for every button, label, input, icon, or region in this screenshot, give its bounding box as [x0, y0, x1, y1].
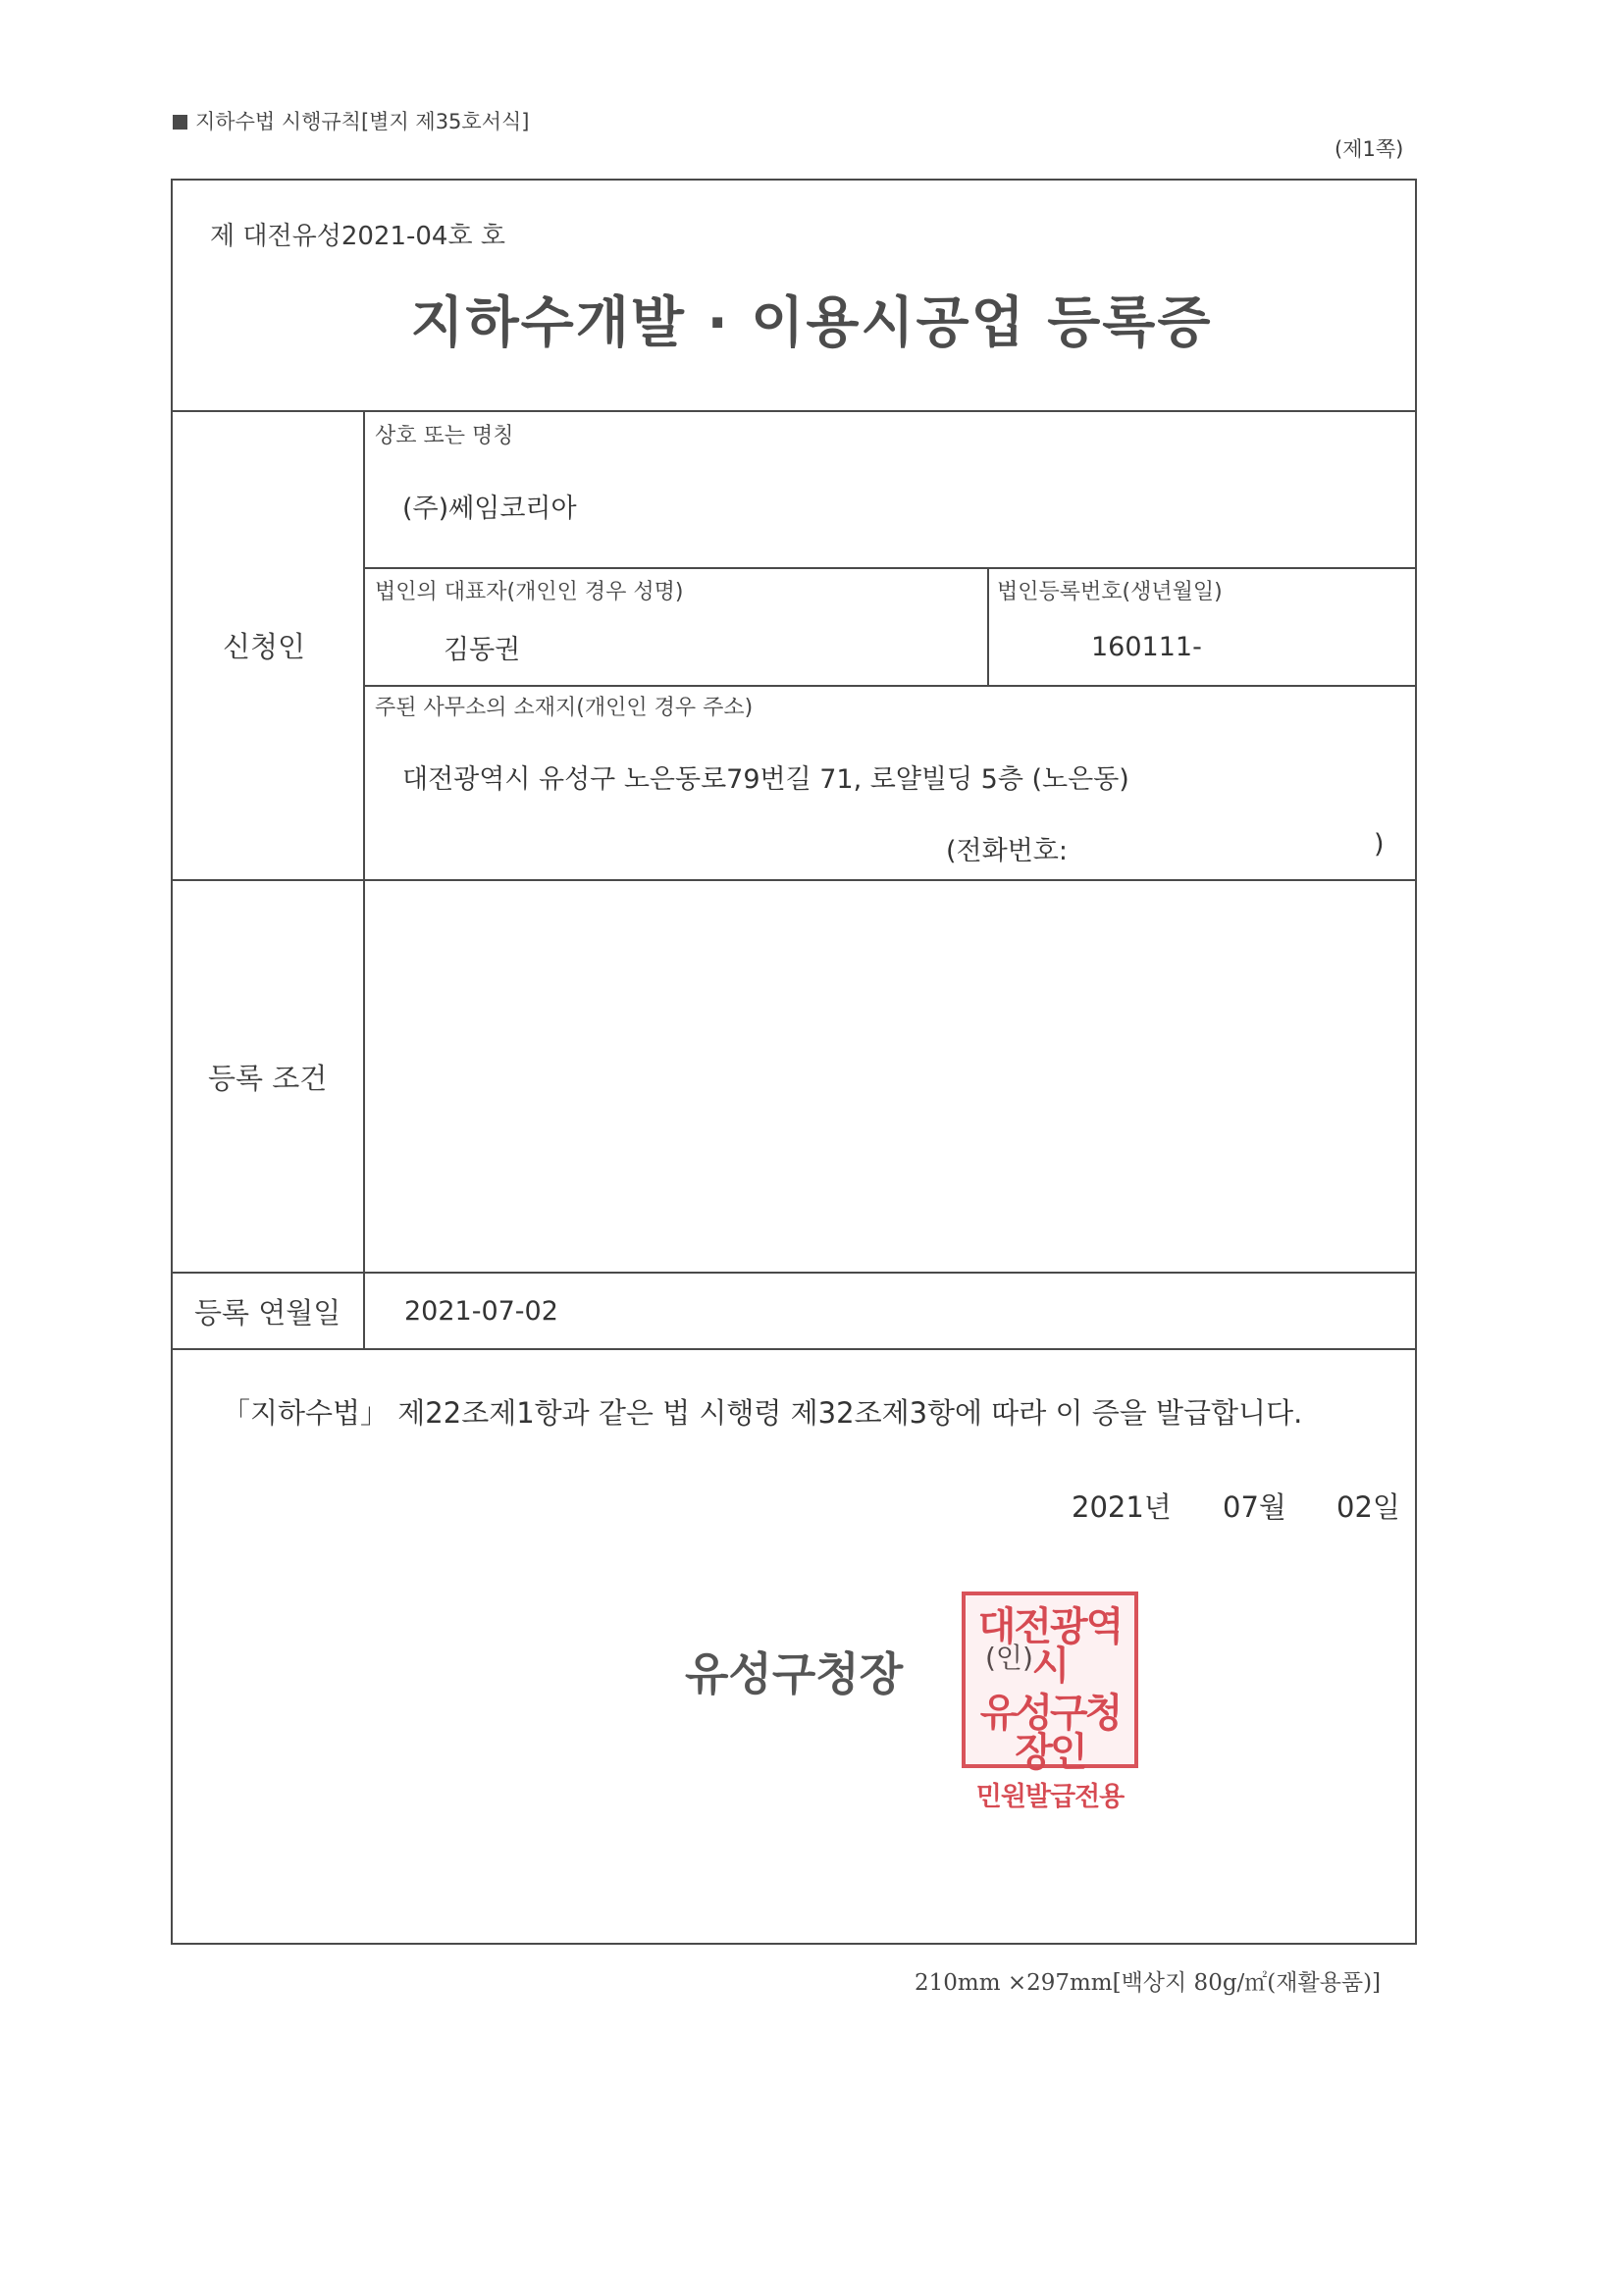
page-label: (제1쪽) — [1335, 137, 1404, 161]
representative-value: 김동권 — [444, 635, 521, 665]
company-name-label: 상호 또는 명칭 — [375, 424, 514, 448]
applicant-section-label: 신청인 — [223, 630, 306, 663]
divider-company — [365, 567, 1417, 569]
issuance-statement: 「지하수법」 제22조제1항과 같은 법 시행령 제32조제3항에 따라 이 증을 발급합니다. — [222, 1396, 1303, 1430]
issue-year: 2021년 — [1072, 1490, 1172, 1524]
registration-date-value: 2021-07-02 — [404, 1296, 558, 1327]
paper-spec: 210mm ×297mm[백상지 80g/㎡(재활용품)] — [915, 1970, 1382, 1996]
form-reference-text: 지하수법 시행규칙[별지 제35호서식] — [195, 110, 530, 133]
official-seal-stamp — [962, 1592, 1138, 1812]
conditions-label: 등록 조건 — [208, 1062, 328, 1095]
divider-conditions — [171, 1272, 1417, 1274]
stamp-line-1: 대전광역시 — [977, 1604, 1123, 1689]
address-label: 주된 사무소의 소재지(개인인 경우 주소) — [375, 696, 754, 720]
page-title: 지하수개발 · 이용시공업 등록증 — [410, 291, 1213, 355]
reg-number-divider — [987, 567, 989, 685]
divider-title — [171, 410, 1417, 412]
form-reference — [173, 106, 529, 135]
label-column-divider — [363, 410, 365, 1348]
stamp-line-3: 민원발급전용 — [975, 1782, 1125, 1812]
issuer-name: 유성구청장 — [685, 1647, 904, 1700]
divider-representative — [365, 685, 1417, 687]
square-bullet-icon — [173, 115, 187, 130]
reg-number-label: 법인등록번호(생년월일) — [997, 580, 1223, 604]
representative-label: 법인의 대표자(개인인 경우 성명) — [375, 580, 684, 604]
divider-applicant — [171, 879, 1417, 881]
stamp-line-2: 유성구청장인 — [979, 1691, 1121, 1775]
phone-prefix: (전화번호: — [946, 836, 1068, 866]
seal-mark: (인) — [985, 1642, 1033, 1674]
certificate-number: 제 대전유성2021-04호 호 — [210, 222, 505, 251]
phone-suffix: ) — [1374, 829, 1385, 860]
issue-day: 02일 — [1336, 1490, 1400, 1524]
reg-number-value: 160111- — [1091, 632, 1202, 662]
company-name-value: (주)쎄임코리아 — [402, 494, 577, 524]
divider-date — [171, 1348, 1417, 1350]
address-value: 대전광역시 유성구 노은동로79번길 71, 로얄빌딩 5층 (노은동) — [402, 764, 1129, 795]
registration-date-label: 등록 연월일 — [194, 1296, 341, 1330]
issue-month: 07월 — [1223, 1490, 1286, 1524]
